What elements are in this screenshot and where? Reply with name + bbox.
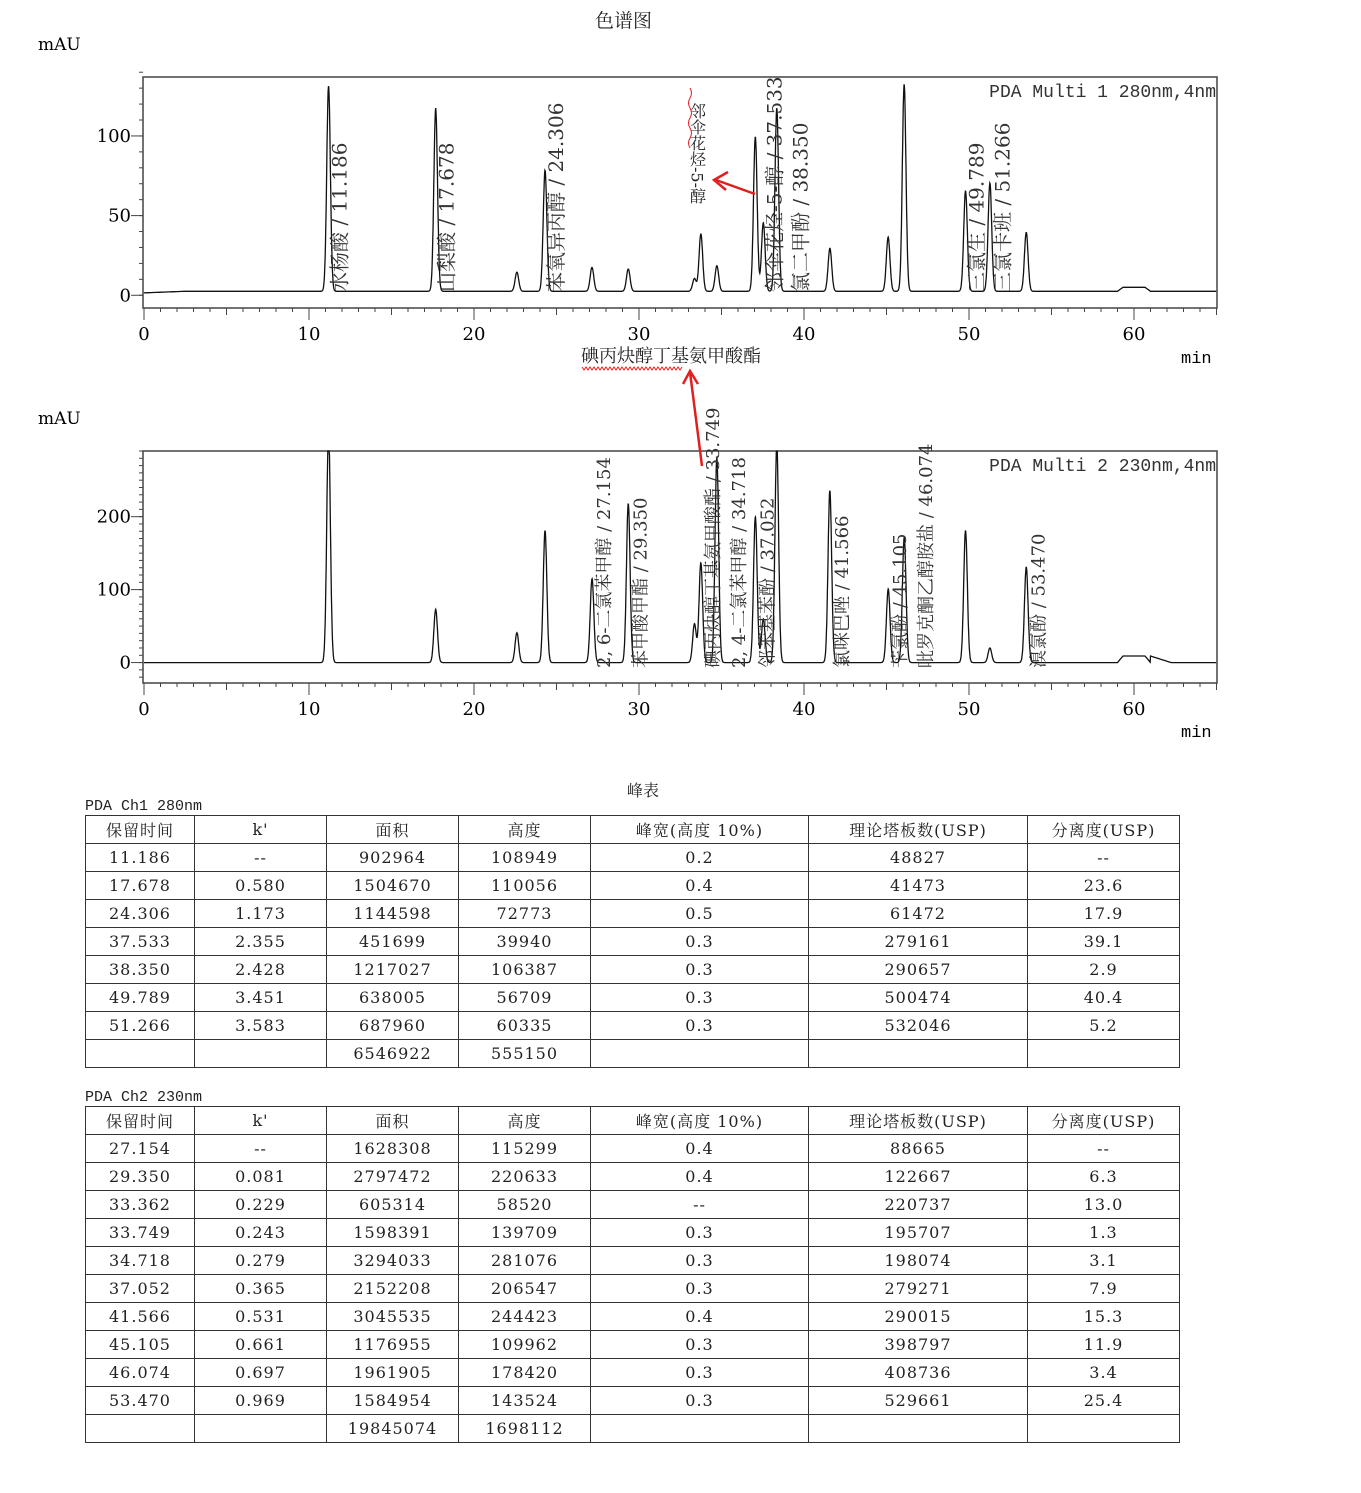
column-header: 保留时间 — [86, 1107, 195, 1135]
table-cell: 7.9 — [1028, 1275, 1180, 1303]
table-row — [86, 1303, 1180, 1331]
table-cell: 106387 — [459, 956, 591, 984]
table-cell — [86, 1040, 195, 1068]
table-row — [86, 900, 1180, 928]
table-cell: 0.531 — [195, 1303, 327, 1331]
table-cell: 39940 — [459, 928, 591, 956]
table-cell: 0.3 — [591, 1012, 809, 1040]
column-header: k' — [195, 1107, 327, 1135]
chart-1 — [38, 35, 1217, 369]
table-cell: 1698112 — [459, 1415, 591, 1443]
table-cell: 49.789 — [86, 984, 195, 1012]
table-cell: 0.3 — [591, 1275, 809, 1303]
table-cell: 2.355 — [195, 928, 327, 956]
table-cell: 408736 — [809, 1359, 1028, 1387]
table-cell: 244423 — [459, 1303, 591, 1331]
table-cell: 1598391 — [327, 1219, 459, 1247]
table-cell: 23.6 — [1028, 872, 1180, 900]
table-row — [86, 1275, 1180, 1303]
table1-channel: PDA Ch1 280nm — [85, 798, 203, 815]
peak-label: 苯甲酸甲酯 / 29.350 — [630, 497, 652, 668]
table-cell: 0.5 — [591, 900, 809, 928]
annotation-text: 邻伞花烃-5-醇 — [687, 103, 707, 204]
y-tick-label: 0 — [119, 652, 131, 674]
x-tick-label: 40 — [792, 324, 816, 345]
table-cell: 110056 — [459, 872, 591, 900]
table-cell: 11.186 — [86, 844, 195, 872]
table-cell: 88665 — [809, 1135, 1028, 1163]
table-cell: 24.306 — [86, 900, 195, 928]
table-cell: 2.428 — [195, 956, 327, 984]
table-cell: 115299 — [459, 1135, 591, 1163]
table-cell: 0.4 — [591, 1135, 809, 1163]
x-tick-label: 10 — [297, 324, 321, 345]
x-tick-label: 30 — [627, 699, 651, 720]
table-cell: 1504670 — [327, 872, 459, 900]
y-axis-label: mAU — [38, 35, 81, 55]
table-cell: 33.362 — [86, 1191, 195, 1219]
column-header: 面积 — [327, 816, 459, 844]
table-cell: 0.3 — [591, 1359, 809, 1387]
table-cell: 27.154 — [86, 1135, 195, 1163]
peak-label: 邻伞花烃-5-醇 / 37.533 — [762, 76, 787, 292]
table-row — [86, 1415, 1180, 1443]
peak-label: 氯咪巴唑 / 41.566 — [831, 515, 853, 668]
table-cell: 0.661 — [195, 1331, 327, 1359]
column-header: 高度 — [459, 1107, 591, 1135]
table-cell: 206547 — [459, 1275, 591, 1303]
chart-2 — [38, 346, 1217, 743]
table-cell: 3.1 — [1028, 1247, 1180, 1275]
chromatogram-trace — [144, 451, 1216, 663]
table-cell — [809, 1415, 1028, 1443]
table-cell: 3.4 — [1028, 1359, 1180, 1387]
table-cell — [195, 1415, 327, 1443]
table-cell: 11.9 — [1028, 1331, 1180, 1359]
table-cell: 19845074 — [327, 1415, 459, 1443]
table-cell: 902964 — [327, 844, 459, 872]
table-cell: 1.173 — [195, 900, 327, 928]
table-cell: 1217027 — [327, 956, 459, 984]
x-tick-label: 30 — [627, 324, 651, 345]
table-cell: 638005 — [327, 984, 459, 1012]
x-axis-label: min — [1181, 350, 1212, 369]
peak-label: 三氯生 / 49.789 — [964, 142, 989, 292]
table-cell — [1028, 1040, 1180, 1068]
table-cell: 220737 — [809, 1191, 1028, 1219]
y-tick-label: 200 — [96, 506, 131, 528]
table-cell: 2152208 — [327, 1275, 459, 1303]
table-cell: 0.229 — [195, 1191, 327, 1219]
table-cell: 2797472 — [327, 1163, 459, 1191]
table-cell — [809, 1040, 1028, 1068]
table-row — [86, 1012, 1180, 1040]
table-cell: 0.3 — [591, 1387, 809, 1415]
peak-table-ch1 — [85, 815, 1180, 1068]
x-tick-label: 60 — [1122, 699, 1146, 720]
table-row — [86, 1387, 1180, 1415]
chromatogram-trace — [144, 85, 1216, 293]
table-header — [86, 1107, 1180, 1135]
table-cell: 25.4 — [1028, 1387, 1180, 1415]
column-header: k' — [195, 816, 327, 844]
table-cell: 1628308 — [327, 1135, 459, 1163]
table2-channel: PDA Ch2 230nm — [85, 1089, 203, 1106]
table-cell — [591, 1040, 809, 1068]
table-cell — [195, 1040, 327, 1068]
table-cell: -- — [1028, 1135, 1180, 1163]
peak-label: 溴氯酚 / 53.470 — [1028, 533, 1050, 668]
table-header — [86, 816, 1180, 844]
annotation-arrow — [690, 372, 702, 466]
table-cell: 178420 — [459, 1359, 591, 1387]
peak-label: 2, 4-二氯苯甲醇 / 34.718 — [728, 457, 750, 668]
table-row — [86, 1163, 1180, 1191]
x-tick-label: 0 — [138, 324, 150, 345]
table-cell: 0.243 — [195, 1219, 327, 1247]
table-cell: 0.3 — [591, 1331, 809, 1359]
table-cell: 398797 — [809, 1331, 1028, 1359]
peak-label: 邻苯基苯酚 / 37.052 — [757, 497, 779, 668]
table-cell: -- — [1028, 844, 1180, 872]
table-cell: 37.533 — [86, 928, 195, 956]
table-cell: 33.749 — [86, 1219, 195, 1247]
table-cell: 195707 — [809, 1219, 1028, 1247]
column-header: 理论塔板数(USP) — [809, 816, 1028, 844]
table-cell: 0.4 — [591, 872, 809, 900]
table-cell: 1584954 — [327, 1387, 459, 1415]
table-cell: 48827 — [809, 844, 1028, 872]
table-cell: 555150 — [459, 1040, 591, 1068]
table-cell: 72773 — [459, 900, 591, 928]
table-cell: 0.4 — [591, 1303, 809, 1331]
x-tick-label: 50 — [957, 699, 981, 720]
table-cell: 53.470 — [86, 1387, 195, 1415]
table-row — [86, 1191, 1180, 1219]
table-cell: 1144598 — [327, 900, 459, 928]
peak-label: 苯氧异丙醇 / 24.306 — [544, 102, 569, 292]
table-cell: 0.4 — [591, 1163, 809, 1191]
table-cell: 532046 — [809, 1012, 1028, 1040]
table-cell: 0.081 — [195, 1163, 327, 1191]
table-cell: 6.3 — [1028, 1163, 1180, 1191]
spellcheck-underline — [582, 367, 682, 370]
table-row — [86, 1040, 1180, 1068]
y-tick-label: 50 — [108, 205, 131, 227]
x-tick-label: 40 — [792, 699, 816, 720]
table-cell: 40.4 — [1028, 984, 1180, 1012]
table-row — [86, 1331, 1180, 1359]
table-cell: 198074 — [809, 1247, 1028, 1275]
table-row — [86, 1359, 1180, 1387]
peak-label: 三氯卡班 / 51.266 — [990, 122, 1015, 292]
table-cell: 139709 — [459, 1219, 591, 1247]
plot-frame — [143, 451, 1217, 683]
peak-label: 氯二甲酚 / 38.350 — [788, 122, 813, 292]
column-header: 峰宽(高度 10%) — [591, 1107, 809, 1135]
table-row — [86, 984, 1180, 1012]
table-cell: -- — [591, 1191, 809, 1219]
x-tick-label: 0 — [138, 699, 150, 720]
table-cell: 56709 — [459, 984, 591, 1012]
x-tick-label: 20 — [462, 324, 486, 345]
x-tick-label: 20 — [462, 699, 486, 720]
table-cell: 1176955 — [327, 1331, 459, 1359]
peak-label: 吡罗克酮乙醇胺盐 / 46.074 — [916, 443, 938, 668]
y-tick-label: 100 — [96, 125, 131, 147]
table-cell: 0.2 — [591, 844, 809, 872]
table-cell: 279161 — [809, 928, 1028, 956]
table-cell: 3.583 — [195, 1012, 327, 1040]
table-cell: 51.266 — [86, 1012, 195, 1040]
table-cell: 529661 — [809, 1387, 1028, 1415]
column-header: 分离度(USP) — [1028, 1107, 1180, 1135]
table-cell: 109962 — [459, 1331, 591, 1359]
table-cell: 0.365 — [195, 1275, 327, 1303]
table-cell: 60335 — [459, 1012, 591, 1040]
annotation-text: 碘丙炔醇丁基氨甲酸酯 — [581, 346, 761, 367]
table-cell: 687960 — [327, 1012, 459, 1040]
table-cell: 0.3 — [591, 956, 809, 984]
table-cell: 0.3 — [591, 1247, 809, 1275]
legend-text: PDA Multi 2 230nm,4nm — [989, 457, 1216, 477]
table-cell: 6546922 — [327, 1040, 459, 1068]
peak-table-ch2 — [85, 1106, 1180, 1443]
table-cell: 45.105 — [86, 1331, 195, 1359]
table-cell: 0.3 — [591, 1219, 809, 1247]
table-cell: 220633 — [459, 1163, 591, 1191]
table-cell: 13.0 — [1028, 1191, 1180, 1219]
table-row — [86, 1247, 1180, 1275]
table-cell: 108949 — [459, 844, 591, 872]
x-axis-label: min — [1181, 724, 1212, 743]
table-cell — [591, 1415, 809, 1443]
table-cell: 15.3 — [1028, 1303, 1180, 1331]
peak-label: 山梨酸 / 17.678 — [434, 142, 459, 292]
table-cell: 0.3 — [591, 928, 809, 956]
table-cell: 58520 — [459, 1191, 591, 1219]
peak-label: 碘丙炔醇丁基氨甲酸酯 / 33.749 — [702, 407, 724, 668]
peak-label: 苄氯酚 / 45.105 — [890, 533, 912, 668]
table-cell: 1961905 — [327, 1359, 459, 1387]
table-cell — [1028, 1415, 1180, 1443]
column-header: 理论塔板数(USP) — [809, 1107, 1028, 1135]
column-header: 分离度(USP) — [1028, 816, 1180, 844]
table-cell: 290015 — [809, 1303, 1028, 1331]
table-cell: 34.718 — [86, 1247, 195, 1275]
table-row — [86, 1219, 1180, 1247]
column-header: 峰宽(高度 10%) — [591, 816, 809, 844]
table-cell: 38.350 — [86, 956, 195, 984]
table-cell: 279271 — [809, 1275, 1028, 1303]
table-cell: 290657 — [809, 956, 1028, 984]
table-cell: 3045535 — [327, 1303, 459, 1331]
table-cell: 281076 — [459, 1247, 591, 1275]
y-tick-label: 0 — [119, 285, 131, 307]
table-cell: 1.3 — [1028, 1219, 1180, 1247]
table-cell: 46.074 — [86, 1359, 195, 1387]
table-cell: 37.052 — [86, 1275, 195, 1303]
legend-text: PDA Multi 1 280nm,4nm — [989, 83, 1216, 103]
table-cell: 122667 — [809, 1163, 1028, 1191]
table-cell: 17.9 — [1028, 900, 1180, 928]
table-cell: 0.279 — [195, 1247, 327, 1275]
table-cell — [86, 1415, 195, 1443]
table-cell: 3294033 — [327, 1247, 459, 1275]
column-header: 面积 — [327, 1107, 459, 1135]
column-header: 高度 — [459, 816, 591, 844]
table-cell: 0.969 — [195, 1387, 327, 1415]
table-cell: -- — [195, 844, 327, 872]
table-cell: 605314 — [327, 1191, 459, 1219]
x-tick-label: 10 — [297, 699, 321, 720]
table-cell: 0.580 — [195, 872, 327, 900]
table-cell: 0.3 — [591, 984, 809, 1012]
y-tick-label: 100 — [96, 579, 131, 601]
table-cell: 2.9 — [1028, 956, 1180, 984]
peak-label: 2, 6-二氯苯甲醇 / 27.154 — [594, 457, 616, 668]
table-cell: 500474 — [809, 984, 1028, 1012]
x-tick-label: 50 — [957, 324, 981, 345]
table-row — [86, 872, 1180, 900]
y-axis-label: mAU — [38, 409, 81, 429]
table-cell: 39.1 — [1028, 928, 1180, 956]
table-row — [86, 1135, 1180, 1163]
table-cell: 0.697 — [195, 1359, 327, 1387]
table-cell: -- — [195, 1135, 327, 1163]
table-cell: 61472 — [809, 900, 1028, 928]
column-header: 保留时间 — [86, 816, 195, 844]
table-cell: 143524 — [459, 1387, 591, 1415]
table-cell: 41.566 — [86, 1303, 195, 1331]
plot-frame — [143, 77, 1217, 308]
table-row — [86, 928, 1180, 956]
table-cell: 29.350 — [86, 1163, 195, 1191]
table-cell: 17.678 — [86, 872, 195, 900]
table-cell: 5.2 — [1028, 1012, 1180, 1040]
table-row — [86, 956, 1180, 984]
table-row — [86, 844, 1180, 872]
peak-label: 水杨酸 / 11.186 — [327, 142, 352, 292]
x-tick-label: 60 — [1122, 324, 1146, 345]
page-title: 色谱图 — [595, 10, 653, 32]
peak-table-title: 峰表 — [627, 781, 660, 800]
table-cell: 41473 — [809, 872, 1028, 900]
table-cell: 451699 — [327, 928, 459, 956]
table-cell: 3.451 — [195, 984, 327, 1012]
